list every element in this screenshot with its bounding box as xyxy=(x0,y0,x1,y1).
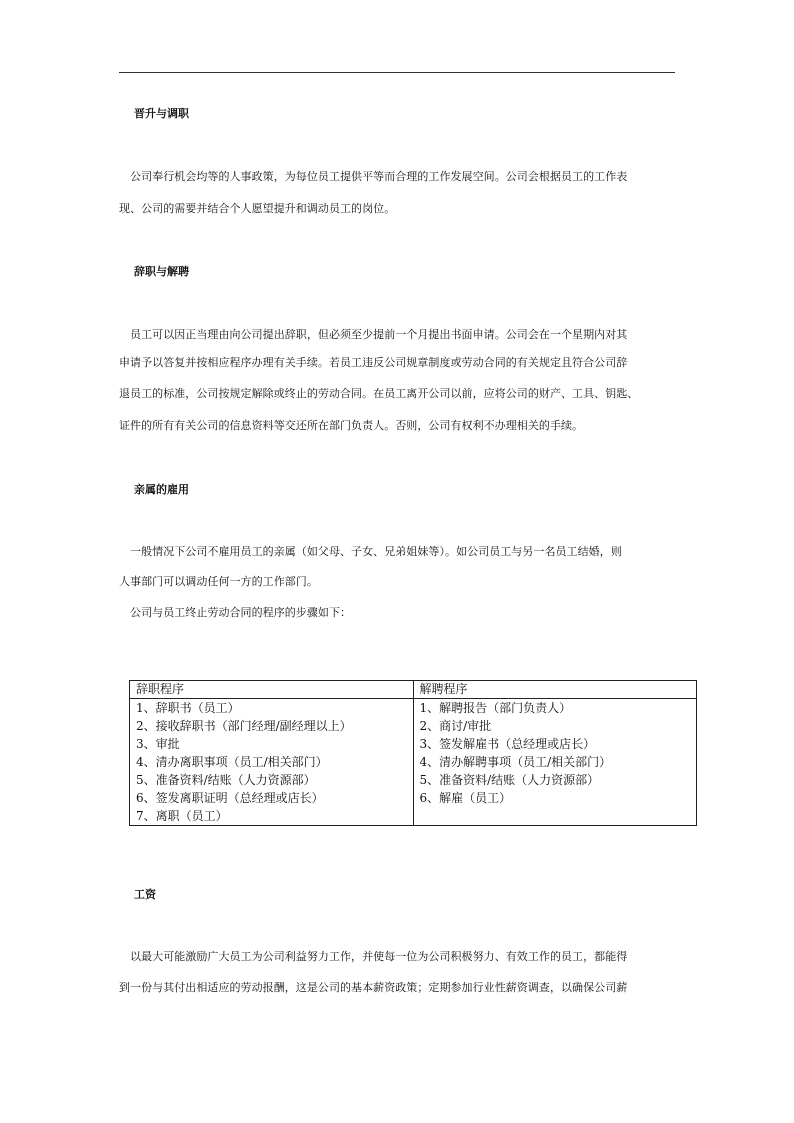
procedure-table xyxy=(129,680,697,826)
heading-relatives: 亲属的雇用 xyxy=(134,483,189,496)
paragraph-line: 一般情况下公司不雇用员工的亲属（如父母、子女、兄弟姐妹等）。如公司员工与另一名员工结婚，则 xyxy=(119,545,622,558)
resign-step: 4、清办离职事项（员工/相关部门） xyxy=(136,755,328,769)
dismiss-step: 4、清办解聘事项（员工/相关部门） xyxy=(419,755,612,769)
dismiss-steps-cell xyxy=(413,699,697,826)
paragraph-line: 证件的所有有关公司的信息资料等交还所在部门负责人。否则，公司有权利不办理相关的手续。 xyxy=(119,419,584,432)
table-header-row xyxy=(130,681,697,699)
paragraph-line: 公司奉行机会均等的人事政策，为每位员工提供平等而合理的工作发展空间。公司会根据员工的工作表 xyxy=(119,170,628,183)
heading-resignation: 辞职与解聘 xyxy=(134,265,189,278)
resign-steps-cell xyxy=(130,699,414,826)
table-header-resign: 辞职程序 xyxy=(130,681,414,699)
dismiss-step: 6、解雇（员工） xyxy=(419,791,512,805)
paragraph-line: 申请予以答复并按相应程序办理有关手续。若员工违反公司规章制度或劳动合同的有关规定且符合公司辞 xyxy=(119,356,628,369)
dismiss-step: 5、准备资料/结账（人力资源部） xyxy=(419,773,600,787)
header-rule xyxy=(119,72,675,73)
resign-step: 2、接收辞职书（部门经理/副经理以上） xyxy=(136,719,352,733)
paragraph-line: 人事部门可以调动任何一方的工作部门。 xyxy=(119,575,318,588)
paragraph-line: 退员工的标准，公司按规定解除或终止的劳动合同。在员工离开公司以前，应将公司的财产、工具、钥匙、 xyxy=(119,387,639,400)
heading-salary: 工资 xyxy=(134,888,156,901)
paragraph-line: 员工可以因正当理由向公司提出辞职，但必须至少提前一个月提出书面申请。公司会在一个星期内对其 xyxy=(119,328,628,341)
table-header-dismiss: 解聘程序 xyxy=(413,681,697,699)
resign-step: 5、准备资料/结账（人力资源部） xyxy=(136,773,316,787)
dismiss-step: 2、商讨/审批 xyxy=(419,719,492,733)
resign-step: 1、辞职书（员工） xyxy=(136,701,240,715)
dismiss-step: 3、签发解雇书（总经理或店长） xyxy=(419,737,596,751)
dismiss-step: 1、解聘报告（部门负责人） xyxy=(419,701,572,715)
heading-promotion: 晋升与调职 xyxy=(134,107,189,120)
paragraph-line: 公司与员工终止劳动合同的程序的步骤如下： xyxy=(119,606,352,619)
paragraph-line: 以最大可能激励广大员工为公司利益努力工作，并使每一位为公司积极努力、有效工作的员工，都能得 xyxy=(119,950,628,963)
paragraph-line: 到一份与其付出相适应的劳动报酬，这是公司的基本薪资政策；定期参加行业性薪资调查，以确保公司薪 xyxy=(119,981,628,994)
resign-step: 6、签发离职证明（总经理或店长） xyxy=(136,791,324,805)
paragraph-line: 现、公司的需要并结合个人愿望提升和调动员工的岗位。 xyxy=(119,202,396,215)
resign-step: 7、离职（员工） xyxy=(136,809,228,823)
table-row xyxy=(130,699,697,826)
resign-step: 3、审批 xyxy=(136,737,180,751)
